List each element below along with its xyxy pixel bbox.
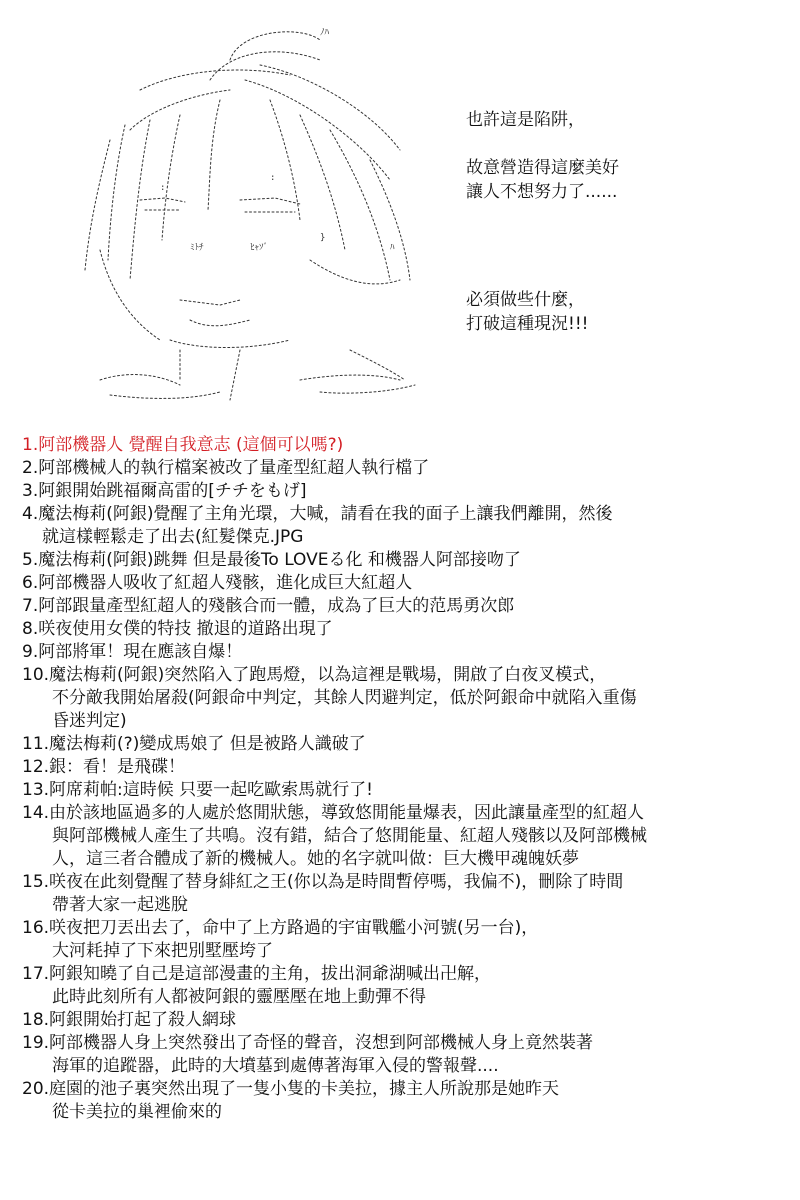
list-item	[22, 963, 792, 1009]
svg-text:}: }	[320, 233, 326, 243]
list-item-line: 3.阿銀開始跳福爾高雷的[チチをもげ]	[22, 481, 307, 501]
list-item-line: 大河耗掉了下來把別墅壓垮了	[52, 941, 273, 961]
list-item-line: 不分敵我開始屠殺(阿銀命中判定，其餘人閃避判定，低於阿銀命中就陷入重傷	[52, 688, 637, 708]
list-item-line: 14.由於該地區過多的人處於悠閒狀態，導致悠閒能量爆表，因此讓量產型的紅超人	[22, 803, 645, 823]
list-item	[22, 434, 792, 457]
list-item-line: 6.阿部機器人吸收了紅超人殘骸，進化成巨大紅超人	[22, 573, 413, 593]
list-item-line: 昏迷判定)	[52, 711, 127, 731]
ascii-art-girl-face-icon	[70, 20, 430, 410]
list-item	[22, 549, 792, 572]
list-item-line: 17.阿銀知曉了自己是這部漫畫的主角，拔出洞爺湖喊出卍解，	[22, 964, 492, 984]
list-item	[22, 917, 792, 963]
svg-text:ﾉﾊ: ﾉﾊ	[320, 28, 330, 38]
side-caption-1: 也許這是陷阱， 故意營造得這麼美好 讓人不想努力了......	[466, 110, 619, 202]
side-caption-2: 必須做些什麼， 打破這種現況!!!	[466, 290, 589, 334]
list-item-line: 帶著大家一起逃脫	[52, 895, 188, 915]
list-item	[22, 802, 792, 871]
list-item	[22, 480, 792, 503]
list-item-line: 2.阿部機械人的執行檔案被改了量產型紅超人執行檔了	[22, 458, 430, 478]
svg-text::: :	[160, 183, 166, 193]
list-item-line: 19.阿部機器人身上突然發出了奇怪的聲音，沒想到阿部機械人身上竟然裝著	[22, 1033, 594, 1053]
list-item	[22, 572, 792, 595]
list-item	[22, 1078, 792, 1124]
list-item-line: 20.庭園的池子裏突然出現了一隻小隻的卡美拉，據主人所說那是她昨天	[22, 1079, 560, 1099]
list-item-line: 1.阿部機器人 覺醒自我意志 (這個可以嗎?)	[22, 435, 344, 455]
list-item-line: 11.魔法梅莉(?)變成馬娘了 但是被路人識破了	[22, 734, 366, 754]
list-item-line: 5.魔法梅莉(阿銀)跳舞 但是最後To LOVEる化 和機器人阿部接吻了	[22, 550, 521, 570]
list-item	[22, 618, 792, 641]
list-item-line: 13.阿席莉帕:這時候 只要一起吃歐索馬就行了!	[22, 780, 373, 800]
list-item-line: 此時此刻所有人都被阿銀的靈壓壓在地上動彈不得	[52, 987, 426, 1007]
list-item	[22, 871, 792, 917]
list-item-line: 7.阿部跟量產型紅超人的殘骸合而一體，成為了巨大的范馬勇次郎	[22, 596, 515, 616]
list-item-line: 15.咲夜在此刻覺醒了替身緋紅之王(你以為是時間暫停嗎，我偏不)，刪除了時間	[22, 872, 624, 892]
list-item	[22, 503, 792, 549]
list-item-line: 8.咲夜使用女僕的特技 撤退的道路出現了	[22, 619, 333, 639]
svg-text::: :	[270, 173, 276, 183]
list-item	[22, 457, 792, 480]
list-item	[22, 779, 792, 802]
svg-text:ﾋｬｿﾞ: ﾋｬｿﾞ	[250, 243, 269, 253]
list-item-line: 9.阿部將軍！現在應該自爆！	[22, 642, 243, 662]
list-item-line: 12.銀：看！是飛碟！	[22, 757, 186, 777]
svg-text:ﾐﾄﾁ: ﾐﾄﾁ	[190, 243, 204, 253]
list-item-line: 海軍的追蹤器，此時的大墳墓到處傳著海軍入侵的警報聲....	[52, 1056, 499, 1076]
list-item	[22, 756, 792, 779]
list-item-line: 18.阿銀開始打起了殺人網球	[22, 1010, 237, 1030]
list-item-line: 與阿部機械人產生了共鳴。沒有錯，結合了悠閒能量、紅超人殘骸以及阿部機械	[52, 826, 647, 846]
list-item	[22, 1032, 792, 1078]
list-item-line: 從卡美拉的巢裡偷來的	[52, 1102, 222, 1122]
numbered-list	[22, 434, 792, 1124]
list-item-line: 4.魔法梅莉(阿銀)覺醒了主角光環，大喊，請看在我的面子上讓我們離開，然後	[22, 504, 613, 524]
list-item	[22, 733, 792, 756]
list-item-line: 人，這三者合體成了新的機械人。她的名字就叫做：巨大機甲魂魄妖夢	[52, 849, 579, 869]
list-item-line: 10.魔法梅莉(阿銀)突然陷入了跑馬燈，以為這裡是戰場，開啟了白夜叉模式，	[22, 665, 607, 685]
list-item-line: 16.咲夜把刀丟出去了，命中了上方路過的宇宙戰艦小河號(另一台)，	[22, 918, 539, 938]
list-item	[22, 595, 792, 618]
list-item	[22, 1009, 792, 1032]
svg-text:ﾊ: ﾊ	[390, 243, 395, 253]
list-item-line: 就這樣輕鬆走了出去(紅髮傑克.JPG	[42, 527, 304, 547]
list-item	[22, 664, 792, 733]
list-item	[22, 641, 792, 664]
